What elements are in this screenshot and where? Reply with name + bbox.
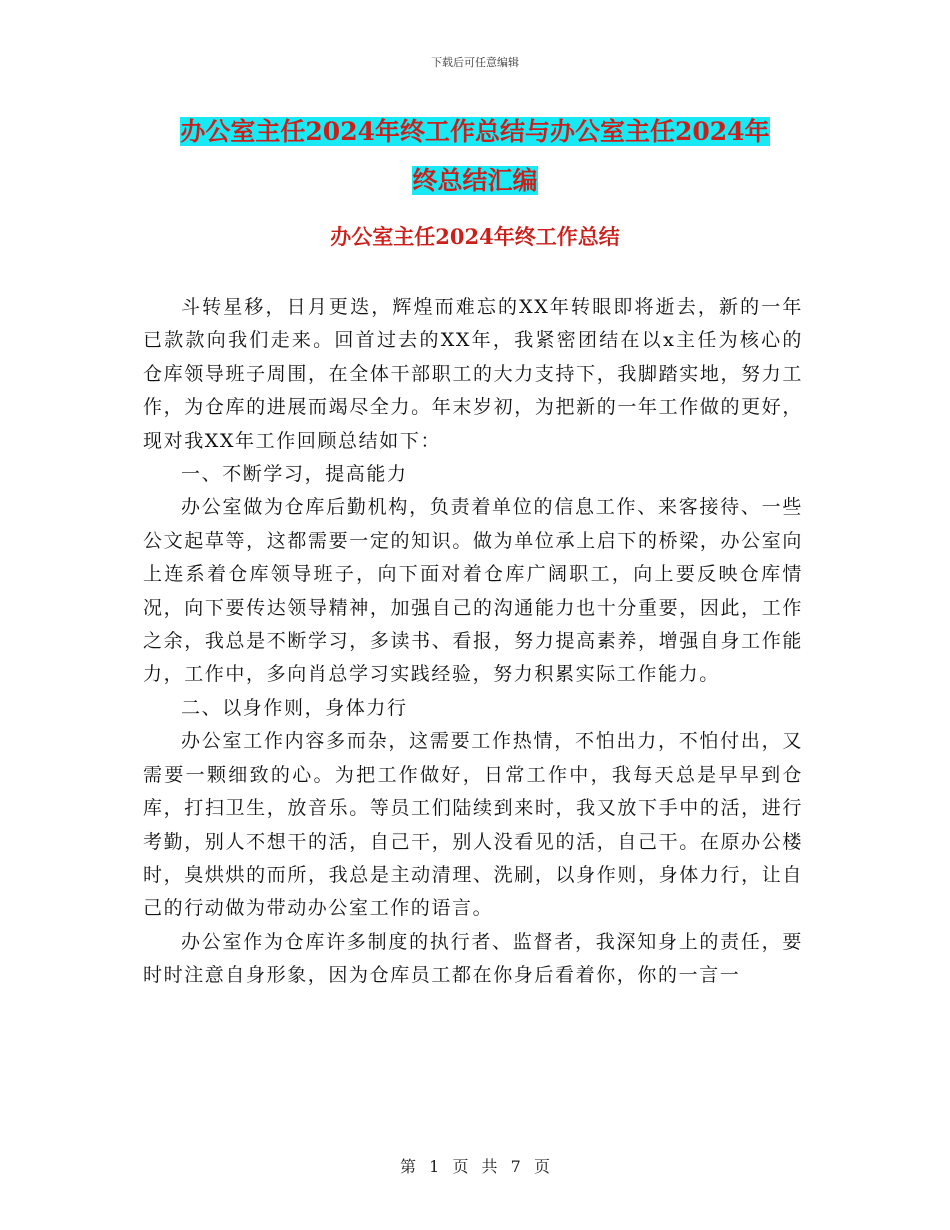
title-line-1: 办公室主任2024年终工作总结与办公室主任2024年 (180, 117, 770, 146)
section-title: 办公室主任2024年终工作总结 (330, 224, 620, 249)
paragraph-learning: 办公室做为仓库后勤机构，负责着单位的信息工作、来客接待、一些公文起草等，这都需要一定的知识。做为单位承上启下的桥梁，办公室向上连系着仓库领导班子，向下面对着仓库广阔职工，向上要反映仓库情况，向下要传达领导精神，加强自己的沟通能力也十分重要，因此，工作之余，我总是不断学习，多读书、看报，努力提高素养，增强自身工作能力，工作中，多向肖总学习实践经验，努力积累实际工作能力。 (143, 496, 803, 686)
document-title (0, 107, 950, 205)
page-total: 7 (510, 1157, 521, 1176)
page-label-pre: 第 (400, 1157, 417, 1176)
paragraph-intro: 斗转星移，日月更迭，辉煌而难忘的XX年转眼即将逝去，新的一年已款款向我们走来。回首过去的XX年，我紧密团结在以x主任为核心的仓库领导班子周围，在全体干部职工的大力支持下，我脚踏实地，努力工作，为仓库的进展而竭尽全力。年末岁初，为把新的一年工作做的更好，现对我XX年工作回顾总结如下： (143, 296, 803, 452)
page-footer (0, 1154, 950, 1177)
page-label-post: 页 (533, 1157, 550, 1176)
page-current: 1 (429, 1157, 440, 1176)
title-line-2: 终总结汇编 (412, 166, 538, 195)
paragraph-supervision: 办公室作为仓库许多制度的执行者、监督者，我深知身上的责任，要时时注意自身形象，因为仓库员工都在你身后看着你，你的一言一 (143, 930, 803, 987)
heading-2: 二、以身作则，身体力行 (181, 696, 408, 719)
heading-1: 一、不断学习，提高能力 (181, 463, 408, 486)
page-label-mid1: 页 (452, 1157, 469, 1176)
paragraph-example: 办公室工作内容多而杂，这需要工作热情，不怕出力，不怕付出，又需要一颗细致的心。为把工作做好，日常工作中，我每天总是早早到仓库，打扫卫生，放音乐。等员工们陆续到来时，我又放下手中的活，进行考勤，别人不想干的活，自己干，别人没看见的活，自己干。在原办公楼时，臭烘烘的而所，我总是主动清理、洗刷，以身作则，身体力行，让自己的行动做为带动办公室工作的语言。 (143, 730, 803, 920)
page-label-mid2: 共 (481, 1157, 498, 1176)
header-note: 下载后可任意编辑 (431, 56, 519, 69)
document-body (143, 291, 803, 993)
